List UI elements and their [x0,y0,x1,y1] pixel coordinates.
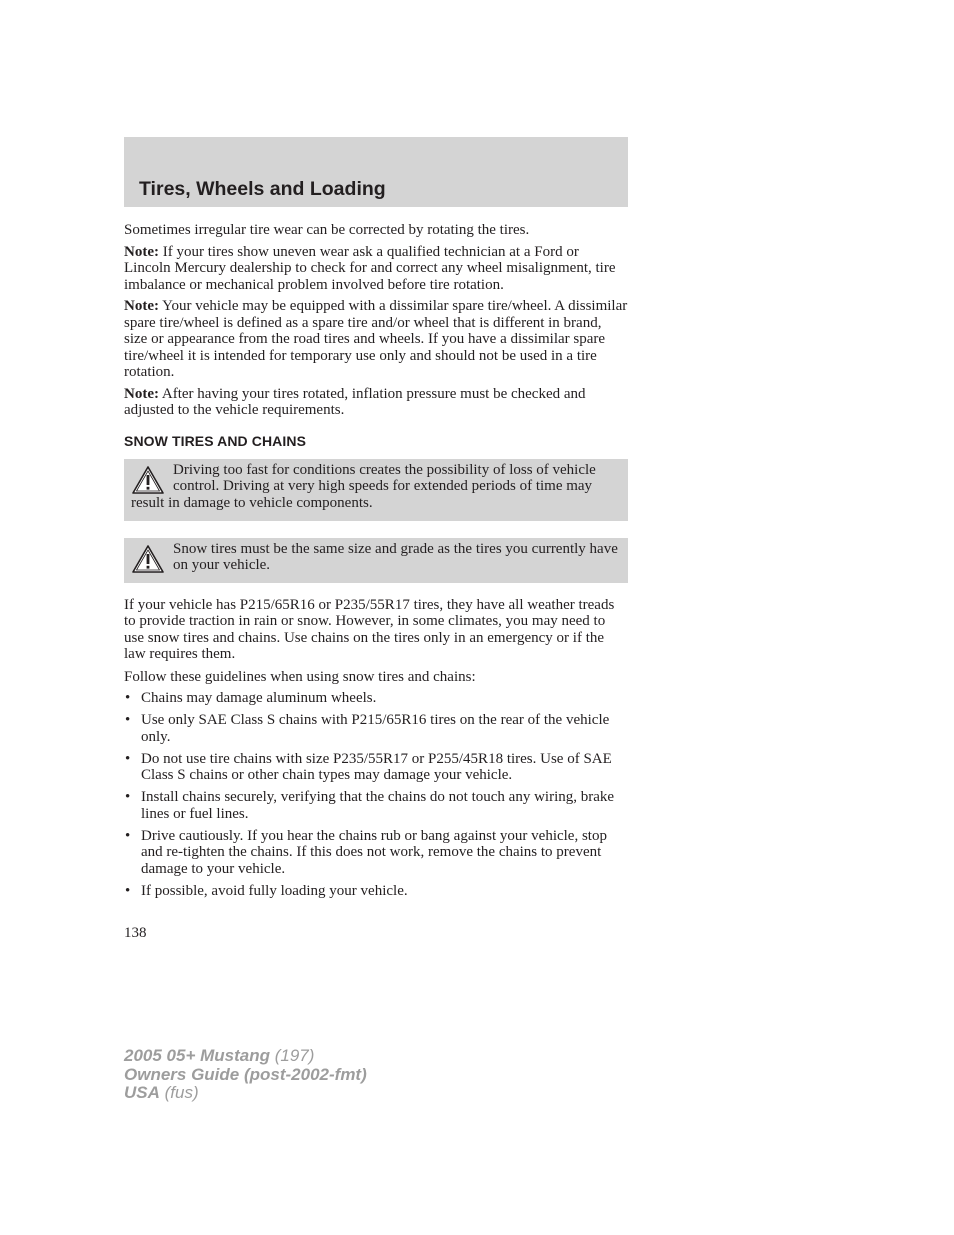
paragraph-rotation: Sometimes irregular tire wear can be corrected by rotating the tires. [124,222,530,238]
list-item [124,751,628,784]
list-item [124,883,628,900]
warning-triangle-icon [131,465,165,495]
list-item-text: Drive cautiously. If you hear the chains rub or bang against your vehicle, stop and re-tighten the chains. If this does not work, remove the chains to prevent damage to your vehicle. [141,827,607,877]
bullet-icon: • [125,690,131,706]
subsection-heading: SNOW TIRES AND CHAINS [124,432,307,449]
footer-line-market [124,1084,367,1103]
warning-box-snow-tires [124,538,628,583]
note-text: Your vehicle may be equipped with a dissimilar spare tire/wheel. A dissimilar spare tire/wheel is defined as a spare tire and/or wheel that is different in brand, size or appearance from the road tires and wheels. If you have a dissimilar spare tire/wheel it is intended for temporary use only and should not be used in a tire rotation. [124,298,628,380]
bullet-icon: • [125,789,131,805]
page-content [124,137,628,905]
footer-guide-name: Owners Guide (post-2002-fmt) [124,1064,367,1084]
section-title: Tires, Wheels and Loading [139,178,386,200]
bullet-icon: • [125,827,131,844]
bullet-icon: • [125,882,131,899]
list-item-text: Do not use tire chains with size P235/55R17 or P255/45R18 tires. Use of SAE Class S chains or other chain types may damage your vehicle. [141,750,612,783]
footer-line-model [124,1047,367,1066]
warning-triangle-icon [131,544,165,574]
list-item [124,690,628,707]
bullet-icon: • [125,712,131,728]
bullet-icon: • [125,750,131,767]
guidelines-list [124,690,628,899]
footer-market-name: USA [124,1083,160,1102]
note-label: Note: [124,243,159,260]
warning-text: Snow tires must be the same size and grade as the tires you currently have on your vehicle. [173,540,618,573]
footer-model-name: 2005 05+ Mustang [124,1046,270,1065]
document-footer [124,1047,367,1103]
note-dissimilar-spare [124,298,628,381]
list-item-text: Chains may damage aluminum wheels. [141,690,377,706]
list-item [124,712,628,745]
list-item-text: If possible, avoid fully loading your vehicle. [141,882,408,899]
footer-model-code: (197) [270,1046,315,1065]
list-item-text: Install chains securely, verifying that the chains do not touch any wiring, brake lines or fuel lines. [141,789,615,822]
footer-market-code: (fus) [159,1083,199,1102]
footer-line-guide [124,1066,367,1085]
warning-box-speed [124,459,628,521]
paragraph-all-weather: If your vehicle has P215/65R16 or P235/55R17 tires, they have all weather treads to provide traction in rain or snow. However, in some climates, you may need to use snow tires and chains. Use chains on the tires only in an emergency or if the law requires them. [124,596,615,662]
section-header [124,137,628,207]
note-uneven-wear [124,244,628,294]
note-label: Note: [124,298,159,314]
note-text: If your tires show uneven wear ask a qualified technician at a Ford or Lincoln Mercury dealership to check for and correct any wheel misalignment, tire imbalance or mechanical problem involved before tire rotation. [124,243,616,293]
paragraph-guidelines-intro: Follow these guidelines when using snow tires and chains: [124,668,476,685]
note-text: After having your tires rotated, inflation pressure must be checked and adjusted to the vehicle requirements. [124,385,586,418]
warning-text: Driving too fast for conditions creates the possibility of loss of vehicle control. Driving at very high speeds for extended periods of time may result in damage to vehicle components. [131,461,596,511]
note-label: Note: [124,385,159,402]
page-number: 138 [124,925,147,941]
list-item-text: Use only SAE Class S chains with P215/65R16 tires on the rear of the vehicle only. [141,712,610,745]
note-inflation-pressure [124,386,628,419]
list-item [124,828,628,878]
list-item [124,789,628,822]
